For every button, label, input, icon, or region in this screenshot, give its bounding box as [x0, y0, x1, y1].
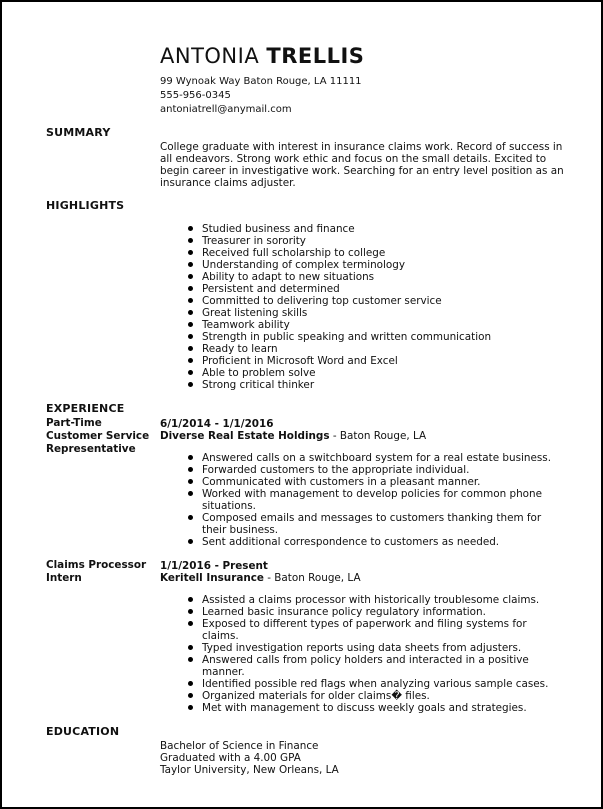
job-title: Part-Time Customer Service Representative	[46, 417, 150, 455]
phone: 555-956-0345	[160, 90, 231, 101]
list-item: Committed to delivering top customer service	[188, 295, 558, 307]
job-dates: 1/1/2016 - Present	[160, 560, 268, 572]
list-item: Communicated with customers in a pleasant manner.	[188, 476, 558, 488]
list-item: Studied business and finance	[188, 223, 558, 235]
candidate-name	[160, 44, 364, 68]
highlights-list	[188, 223, 558, 391]
list-item: Assisted a claims processor with historically troublesome claims.	[188, 594, 558, 606]
education-block	[160, 740, 339, 776]
list-item: Worked with management to develop policies for common phone situations.	[188, 488, 558, 512]
job-title: Claims Processor Intern	[46, 559, 147, 584]
summary-heading: SUMMARY	[46, 126, 111, 139]
list-item: Forwarded customers to the appropriate individual.	[188, 464, 558, 476]
company-location: - Baton Rouge, LA	[263, 572, 361, 584]
list-item: Teamwork ability	[188, 319, 558, 331]
experience-heading: EXPERIENCE	[46, 402, 125, 415]
degree: Bachelor of Science in Finance	[160, 740, 319, 752]
list-item: Identified possible red flags when analyzing various sample cases.	[188, 678, 558, 690]
education-heading: EDUCATION	[46, 725, 120, 738]
first-name: ANTONIA	[160, 44, 260, 68]
list-item: Sent additional correspondence to customers as needed.	[188, 536, 558, 548]
list-item: Learned basic insurance policy regulatory information.	[188, 606, 558, 618]
last-name: TRELLIS	[266, 44, 365, 68]
list-item: Understanding of complex terminology	[188, 259, 558, 271]
summary-text: College graduate with interest in insurance claims work. Record of success in all endeavors. Strong work ethic and focus on the small details. Excited to begin career in investigative work. Searching for an entry level position as an insurance claims adjuster.	[160, 141, 564, 189]
list-item: Composed emails and messages to customers thanking them for their business.	[188, 512, 558, 536]
job-employer	[160, 430, 426, 442]
gpa: Graduated with a 4.00 GPA	[160, 752, 301, 764]
list-item: Persistent and determined	[188, 283, 558, 295]
list-item: Exposed to different types of paperwork and filing systems for claims.	[188, 618, 558, 642]
list-item: Answered calls on a switchboard system for a real estate business.	[188, 452, 558, 464]
job-duties-list	[188, 452, 558, 548]
list-item: Answered calls from policy holders and interacted in a positive manner.	[188, 654, 558, 678]
list-item: Proficient in Microsoft Word and Excel	[188, 355, 558, 367]
list-item: Met with management to discuss weekly goals and strategies.	[188, 702, 558, 714]
list-item: Ability to adapt to new situations	[188, 271, 558, 283]
list-item: Organized materials for older claims� files.	[188, 690, 558, 702]
list-item: Strong critical thinker	[188, 379, 558, 391]
contact-block	[160, 75, 362, 117]
company-name: Keritell Insurance	[160, 572, 264, 584]
school: Taylor University, New Orleans, LA	[160, 764, 339, 776]
list-item: Treasurer in sorority	[188, 235, 558, 247]
email: antoniatrell@anymail.com	[160, 104, 292, 115]
job-duties-list	[188, 594, 558, 714]
address: 99 Wynoak Way Baton Rouge, LA 11111	[160, 76, 362, 87]
list-item: Able to problem solve	[188, 367, 558, 379]
list-item: Typed investigation reports using data sheets from adjusters.	[188, 642, 558, 654]
list-item: Received full scholarship to college	[188, 247, 558, 259]
list-item: Strength in public speaking and written communication	[188, 331, 558, 343]
company-location: - Baton Rouge, LA	[329, 430, 427, 442]
job-employer	[160, 572, 361, 584]
company-name: Diverse Real Estate Holdings	[160, 430, 330, 442]
list-item: Great listening skills	[188, 307, 558, 319]
list-item: Ready to learn	[188, 343, 558, 355]
job-dates: 6/1/2014 - 1/1/2016	[160, 418, 274, 430]
highlights-heading: HIGHLIGHTS	[46, 199, 125, 212]
